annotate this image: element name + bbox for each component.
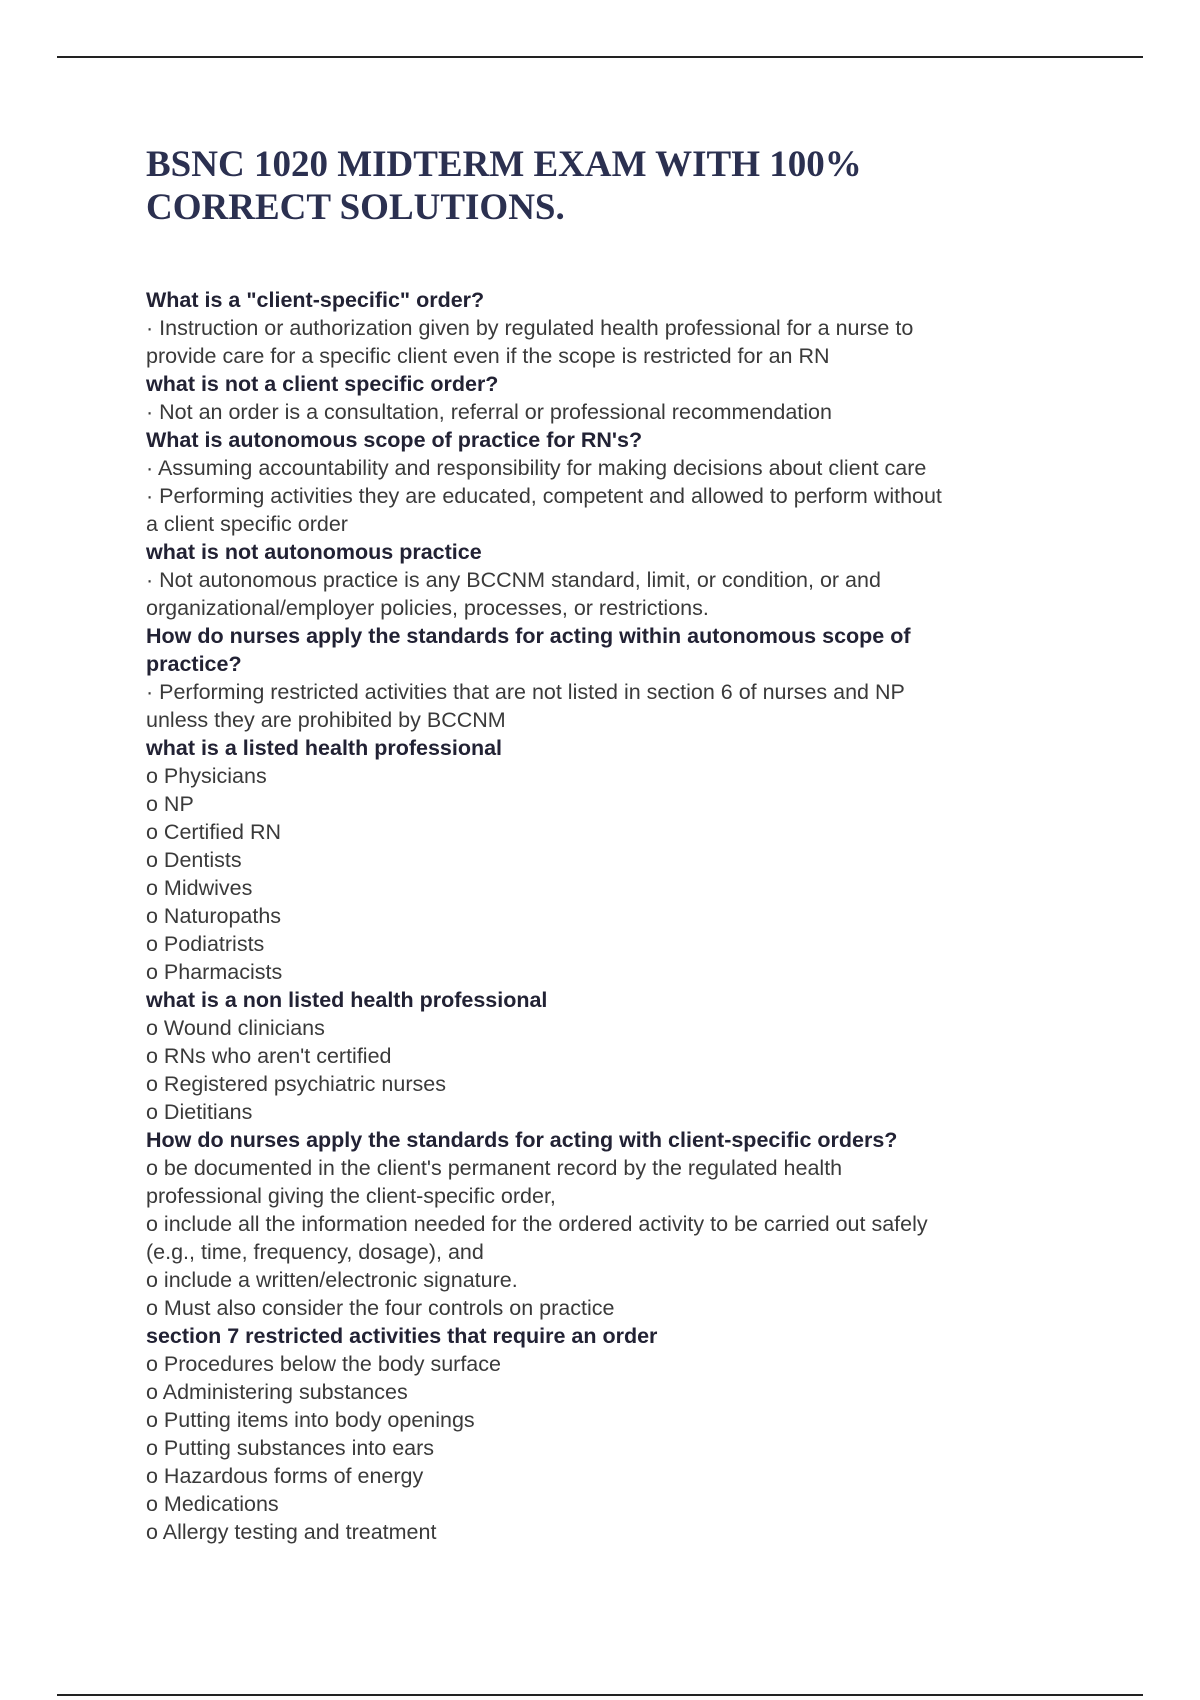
- answer-line: organizational/employer policies, processes, or restrictions.: [146, 596, 709, 620]
- answer-line: · Instruction or authorization given by regulated health professional for a nurse to: [146, 316, 914, 340]
- question-text: what is a listed health professional: [146, 736, 503, 760]
- answer-line: o Physicians: [146, 764, 267, 788]
- question-text: What is autonomous scope of practice for RN's?: [146, 428, 643, 452]
- answer-line: o Naturopaths: [146, 904, 282, 928]
- qa-item: [146, 734, 1076, 986]
- answer-line: o include a written/electronic signature.: [146, 1268, 518, 1292]
- answer-line: o Podiatrists: [146, 932, 265, 956]
- answer-line: o Administering substances: [146, 1380, 408, 1404]
- answer-line: o Wound clinicians: [146, 1016, 325, 1040]
- qa-item: [146, 1126, 1076, 1322]
- question-text: what is not a client specific order?: [146, 372, 499, 396]
- answer-line: o Must also consider the four controls on practice: [146, 1296, 615, 1320]
- bottom-rule: [57, 1694, 1143, 1696]
- answer-line: o Putting items into body openings: [146, 1408, 475, 1432]
- answer-line: o Certified RN: [146, 820, 282, 844]
- qa-item: [146, 286, 1076, 370]
- answer-line: provide care for a specific client even if the scope is restricted for an RN: [146, 344, 830, 368]
- answer-line: o RNs who aren't certified: [146, 1044, 392, 1068]
- qa-content: [146, 286, 1076, 1546]
- answer-line: a client specific order: [146, 512, 348, 536]
- qa-item: [146, 622, 1076, 734]
- answer-line: o Pharmacists: [146, 960, 283, 984]
- answer-line: o Dentists: [146, 848, 242, 872]
- answer-line: o Medications: [146, 1492, 279, 1516]
- answer-line: · Not an order is a consultation, referral or professional recommendation: [146, 400, 832, 424]
- question-text: what is a non listed health professional: [146, 988, 548, 1012]
- answer-line: · Not autonomous practice is any BCCNM standard, limit, or condition, or and: [146, 568, 881, 592]
- answer-line: o Dietitians: [146, 1100, 253, 1124]
- document-title: [146, 143, 1046, 229]
- qa-item: [146, 426, 1076, 538]
- answer-line: o Hazardous forms of energy: [146, 1464, 424, 1488]
- title-line: BSNC 1020 MIDTERM EXAM WITH 100%: [146, 144, 862, 185]
- title-line: CORRECT SOLUTIONS.: [146, 187, 565, 228]
- answer-line: professional giving the client-specific order,: [146, 1184, 556, 1208]
- qa-item: [146, 370, 1076, 426]
- question-text: practice?: [146, 652, 242, 676]
- question-text: what is not autonomous practice: [146, 540, 482, 564]
- answer-line: o include all the information needed for the ordered activity to be carried out safely: [146, 1212, 928, 1236]
- qa-item: [146, 1322, 1076, 1546]
- question-text: How do nurses apply the standards for acting with client-specific orders?: [146, 1128, 898, 1152]
- answer-line: · Performing activities they are educated, competent and allowed to perform without: [146, 484, 942, 508]
- question-text: How do nurses apply the standards for acting within autonomous scope of: [146, 624, 911, 648]
- qa-item: [146, 538, 1076, 622]
- answer-line: o Midwives: [146, 876, 253, 900]
- answer-line: o Putting substances into ears: [146, 1436, 435, 1460]
- answer-line: o Allergy testing and treatment: [146, 1520, 437, 1544]
- answer-line: o be documented in the client's permanent record by the regulated health: [146, 1156, 843, 1180]
- answer-line: · Performing restricted activities that are not listed in section 6 of nurses and NP: [146, 680, 905, 704]
- answer-line: · Assuming accountability and responsibility for making decisions about client care: [146, 456, 927, 480]
- qa-item: [146, 986, 1076, 1126]
- answer-line: o Registered psychiatric nurses: [146, 1072, 446, 1096]
- answer-line: (e.g., time, frequency, dosage), and: [146, 1240, 484, 1264]
- answer-line: unless they are prohibited by BCCNM: [146, 708, 506, 732]
- answer-line: o Procedures below the body surface: [146, 1352, 501, 1376]
- question-text: What is a "client-specific" order?: [146, 288, 485, 312]
- answer-line: o NP: [146, 792, 194, 816]
- question-text: section 7 restricted activities that require an order: [146, 1324, 658, 1348]
- top-rule: [57, 56, 1143, 58]
